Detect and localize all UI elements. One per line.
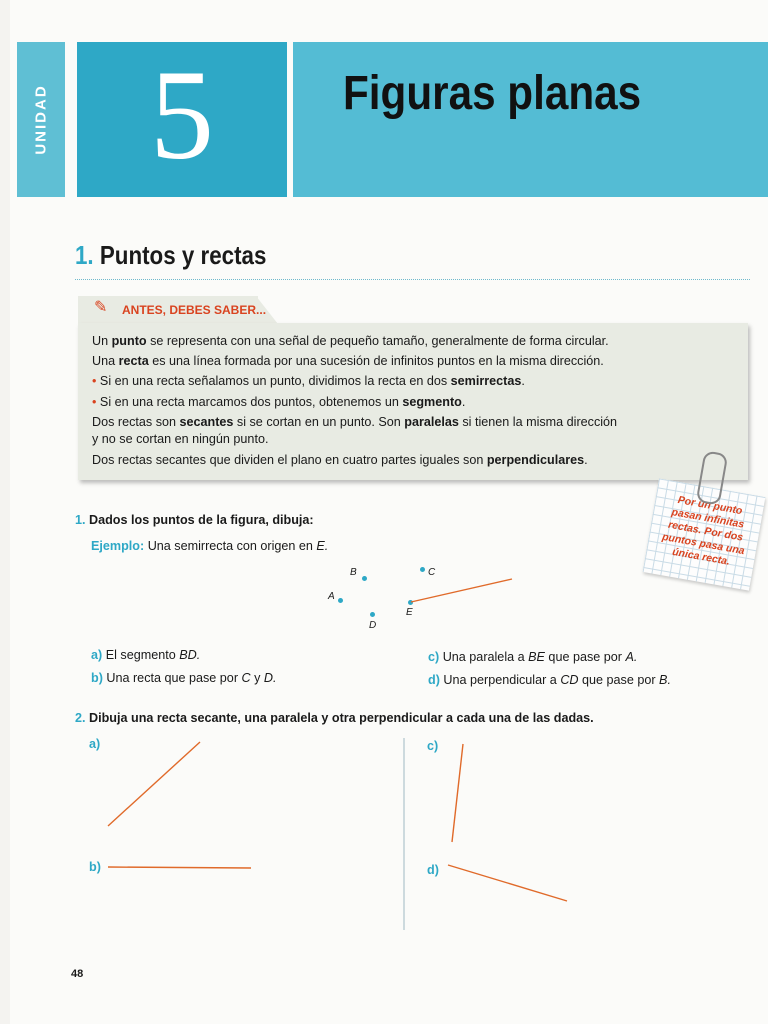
exercise-1-example: Ejemplo: Una semirrecta con origen en E. — [91, 539, 329, 553]
antes-line: Un punto se representa con una señal de pequeño tamaño, generalmente de forma circular. — [92, 334, 609, 348]
point-label: D — [369, 620, 377, 631]
antes-line: Una recta es una línea formada por una sucesión de infinitos puntos en la misma dirección. — [92, 354, 604, 368]
exercise-2-label-d: d) — [427, 863, 439, 877]
line-d — [448, 865, 567, 901]
note-text: Por un punto pasan infinitas rectas. Por dos puntos pasa una única recta. — [661, 494, 746, 568]
antes-line: Dos rectas secantes que dividen el plano en cuatro partes iguales son perpendiculares. — [92, 453, 588, 467]
page-number: 48 — [71, 968, 84, 980]
exercise-1-item-d: d) Una perpendicular a CD que pase por B. — [428, 673, 671, 687]
exercise-2-prompt: 2. Dibuja una recta secante, una paralela y otra perpendicular a cada una de las dadas. — [75, 711, 594, 725]
bullet-icon: • — [92, 374, 97, 388]
exercise-2-label-a: a) — [89, 737, 101, 751]
reader-icon: ✎ — [94, 299, 108, 316]
exercise-number: 2. — [75, 711, 86, 725]
exercise-number: 1. — [75, 513, 86, 527]
unit-number: 5 — [150, 44, 214, 186]
antes-line: Dos rectas son secantes si se cortan en un punto. Son paralelas si tienen la misma dirección — [92, 415, 618, 429]
exercise-2-label-b: b) — [89, 860, 101, 874]
section-number: 1. — [75, 240, 94, 270]
point-label: E — [406, 607, 413, 618]
unit-label: UNIDAD — [32, 84, 50, 155]
example-ray — [411, 579, 512, 602]
point-label: C — [428, 567, 436, 578]
exercise-1-item-b: b) Una recta que pase por C y D. — [91, 671, 277, 685]
section-title: Puntos y rectas — [99, 240, 267, 270]
example-label: Ejemplo: — [91, 539, 145, 553]
point-label: B — [350, 567, 357, 578]
exercise-1-item-a: a) El segmento BD. — [91, 648, 201, 662]
antes-line: y no se cortan en ningún punto. — [92, 432, 269, 446]
point-label: A — [328, 591, 335, 602]
exercise-2-label-c: c) — [427, 739, 439, 753]
exercise-1-prompt: 1. Dados los puntos de la figura, dibuja: — [75, 513, 314, 527]
line-a — [108, 742, 200, 826]
antes-heading: ANTES, DEBES SABER... — [122, 303, 267, 317]
line-b — [108, 867, 251, 868]
page-title: Figuras planas — [343, 67, 642, 120]
line-c — [452, 744, 463, 842]
exercise-1-item-c: c) Una paralela a BE que pase por A. — [428, 650, 638, 664]
antes-bullet-line: • Si en una recta señalamos un punto, dividimos la recta en dos semirrectas. — [92, 374, 525, 388]
antes-bullet-line: • Si en una recta marcamos dos puntos, obtenemos un segmento. — [92, 395, 466, 409]
bullet-icon: • — [92, 395, 97, 409]
